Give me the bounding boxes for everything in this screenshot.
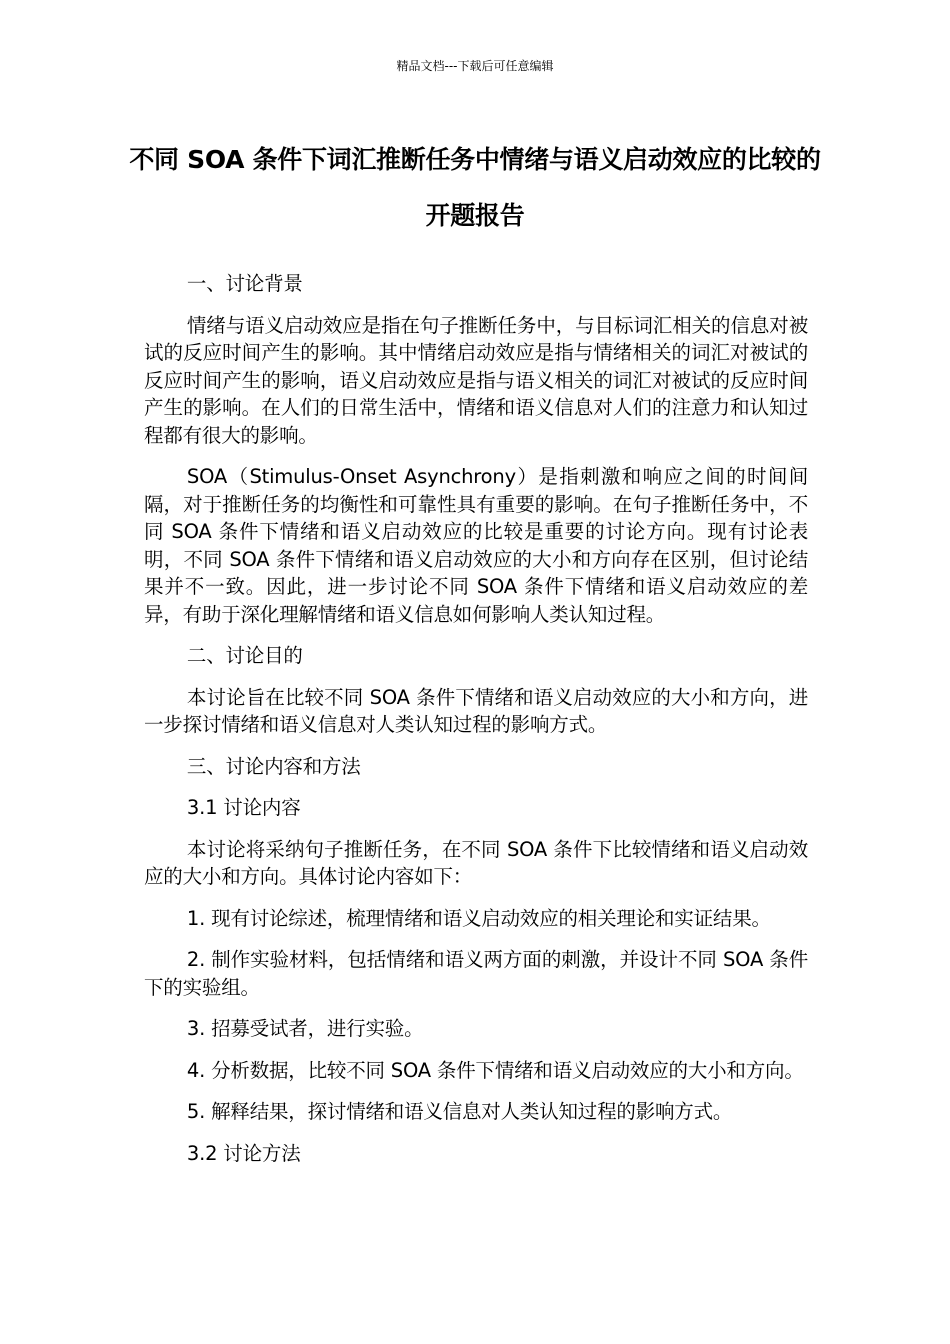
subsection-heading-content: 3.1 讨论内容 <box>186 796 301 819</box>
header-note: 精品文档---下载后可任意编辑 <box>396 59 554 73</box>
list-item: 1. 现有讨论综述，梳理情绪和语义启动效应的相关理论和实证结果。 <box>186 906 771 930</box>
document-title: 不同 SOA 条件下词汇推断任务中情绪与语义启动效应的比较的开题报告 <box>129 145 821 230</box>
list-item: 3. 招募受试者，进行实验。 <box>186 1017 424 1040</box>
subsection-heading-method: 3.2 讨论方法 <box>186 1141 301 1165</box>
paragraph: 情绪与语义启动效应是指在句子推断任务中，与目标词汇相关的信息对被试的反应时间产生的影响。其中情绪启动效应是指与情绪相关的词汇对被试的反应时间产生的影响，语义启动效应是指与语义相关的词汇对被试的反应时间产生的影响。在人们的日常生活中，情绪和语义信息对人们的注意力和认知过程都有很大的影响。 <box>144 313 808 447</box>
section-heading-content-method: 三、讨论内容和方法 <box>186 754 361 778</box>
list-item: 4. 分析数据，比较不同 SOA 条件下情绪和语义启动效应的大小和方向。 <box>186 1058 804 1082</box>
list-item: 2. 制作实验材料，包括情绪和语义两方面的刺激，并设计不同 SOA 条件下的实验组。 <box>144 948 808 999</box>
list-item: 5. 解释结果，探讨情绪和语义信息对人类认知过程的影响方式。 <box>186 1100 733 1123</box>
document-body <box>144 270 808 1181</box>
paragraph: SOA（Stimulus-Onset Asynchrony）是指刺激和响应之间的时间间隔，对于推断任务的均衡性和可靠性具有重要的影响。在句子推断任务中，不同 SOA 条件下情绪和语义启动效应的比较是重要的讨论方向。现有讨论表明，不同 SOA 条件下情绪和语义启动效应的大小和方向存在区别，但讨论结果并不一致。因此，进一步讨论不同 SOA 条件下情绪和语义启动效应的差异，有助于深化理解情绪和语义信息如何影响人类认知过程。 <box>144 465 808 626</box>
paragraph: 本讨论将采纳句子推断任务，在不同 SOA 条件下比较情绪和语义启动效应的大小和方向。具体讨论内容如下： <box>144 837 808 888</box>
section-heading-purpose: 二、讨论目的 <box>186 644 303 667</box>
paragraph: 本讨论旨在比较不同 SOA 条件下情绪和语义启动效应的大小和方向，进一步探讨情绪和语义信息对人类认知过程的影响方式。 <box>144 685 808 736</box>
section-heading-background: 一、讨论背景 <box>186 272 303 295</box>
